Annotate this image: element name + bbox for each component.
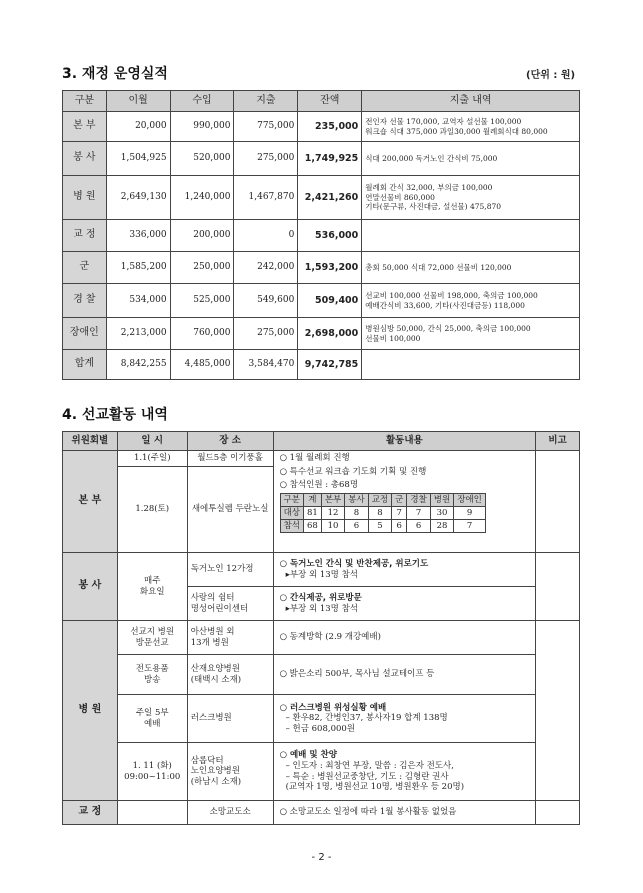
balance-cell: 235,000 (298, 112, 362, 142)
note-cell (536, 553, 580, 621)
att-cell: 6 (345, 519, 368, 532)
col-header: 구분 (63, 91, 107, 112)
att-cell: 참석 (280, 519, 303, 532)
date-cell (117, 553, 187, 621)
detail-line: 식대 200,000 독거노인 간식비 75,000 (365, 153, 498, 163)
att-cell: 봉사 (345, 493, 368, 506)
att-cell: 대상 (280, 506, 303, 519)
detail-cell (362, 142, 580, 176)
content-line: ○ 러스크병원 위성실황 예배 (279, 702, 387, 713)
content-cell (273, 655, 536, 695)
balance-cell: 9,742,785 (298, 350, 362, 380)
att-cell: 7 (392, 506, 407, 519)
carry-cell: 2,213,000 (106, 318, 170, 350)
att-cell: 8 (368, 506, 391, 519)
content-cell (273, 695, 536, 743)
balance-cell: 2,421,260 (298, 176, 362, 220)
place-cell: 독거노인 12가정 (187, 553, 273, 587)
att-cell: 9 (454, 506, 486, 519)
place-line: 러스크병원 (190, 713, 232, 724)
detail-line: 연말선물비 860,000 (365, 192, 435, 202)
expense-cell: 242,000 (234, 252, 298, 284)
carry-cell: 336,000 (106, 220, 170, 252)
date-line: 주일 5부 (135, 707, 169, 718)
att-cell: 장애인 (454, 493, 486, 506)
content-line: – 환우82, 간병인37, 봉사자19 합계 138명 (285, 713, 448, 724)
detail-line: 선물비 100,000 (365, 333, 421, 343)
col-header: 위원회별 (63, 432, 118, 451)
committee-label: 병 원 (63, 621, 118, 801)
income-cell: 990,000 (170, 112, 234, 142)
balance-cell: 1,749,925 (298, 142, 362, 176)
income-cell: 200,000 (170, 220, 234, 252)
detail-line: 선교비 100,000 선물비 198,000, 축의금 100,000 (365, 291, 538, 301)
byeongwon-row (63, 695, 580, 743)
income-cell: 760,000 (170, 318, 234, 350)
row-label: 합계 (63, 350, 107, 380)
att-cell: 10 (321, 519, 344, 532)
bonbu-row (63, 451, 580, 467)
att-cell: 81 (304, 506, 322, 519)
date-cell (117, 695, 187, 743)
attendance-attend-row (280, 519, 485, 532)
detail-cell (362, 284, 580, 318)
byeongwon-row (63, 655, 580, 695)
finance-row (63, 142, 580, 176)
content-line: ▸부장 외 13명 참석 (285, 603, 359, 614)
date-line: 화요일 (139, 586, 165, 597)
col-header: 잔액 (298, 91, 362, 112)
content-line: ○ 특수선교 워크숍 기도회 기획 및 진행 (279, 466, 427, 477)
date-line: 1. 11 (화) (132, 760, 172, 771)
att-cell: 28 (430, 519, 453, 532)
date-cell: 1.1(주일) (117, 451, 187, 467)
content-cell (273, 587, 536, 621)
income-cell: 520,000 (170, 142, 234, 176)
attendance-header (280, 493, 485, 506)
place-line: (하남시 소재) (190, 776, 242, 787)
att-cell: 6 (407, 519, 430, 532)
finance-row (63, 176, 580, 220)
note-cell (536, 451, 580, 553)
committee-label: 본 부 (63, 451, 118, 553)
content-cell (273, 451, 536, 553)
carry-cell: 2,649,130 (106, 176, 170, 220)
attendance-table (280, 493, 486, 533)
att-cell: 7 (407, 506, 430, 519)
place-line: 명성어린이센터 (190, 603, 249, 614)
place-cell (187, 587, 273, 621)
content-line: ○ 참석인원 : 총68명 (279, 480, 359, 491)
finance-row (63, 252, 580, 284)
att-cell: 군 (392, 493, 407, 506)
income-cell: 4,485,000 (170, 350, 234, 380)
att-cell: 본부 (321, 493, 344, 506)
detail-cell (362, 318, 580, 350)
att-cell: 6 (392, 519, 407, 532)
carry-cell: 1,504,925 (106, 142, 170, 176)
unit-label: (단위 : 원) (526, 70, 576, 81)
date-line: 선교지 병원 (130, 626, 175, 637)
bongsa-row (63, 553, 580, 587)
detail-cell (362, 220, 580, 252)
place-line: (태백시 소재) (190, 674, 242, 685)
date-line: 09:00~11:00 (124, 771, 181, 782)
detail-line: 총회 50,000 식대 72,000 선물비 120,000 (365, 262, 512, 272)
attendance-target-row (280, 506, 485, 519)
col-header: 지출 내역 (362, 91, 580, 112)
date-line: 매주 (144, 575, 161, 586)
att-cell: 병원 (430, 493, 453, 506)
expense-cell: 549,600 (234, 284, 298, 318)
balance-cell: 2,698,000 (298, 318, 362, 350)
place-line: 삼롭닥터 (190, 755, 224, 766)
date-cell (117, 621, 187, 655)
activity-header-row (63, 432, 580, 451)
detail-line: 월례회 간식 32,000, 부의금 100,000 (365, 183, 493, 193)
note-cell (536, 621, 580, 801)
att-cell: 5 (368, 519, 391, 532)
detail-line: 기타(문구류, 사진대금, 설선물) 475,870 (365, 202, 502, 212)
content-line: – 특순 : 병원선교중창단, 기도 : 김형란 권사 (285, 771, 449, 782)
content-line: – 인도자 : 최창연 부장, 말씀 : 김은자 전도사, (285, 760, 454, 771)
row-label: 교 정 (63, 220, 107, 252)
content-cell (273, 743, 536, 801)
col-header: 이월 (106, 91, 170, 112)
expense-cell: 275,000 (234, 318, 298, 350)
att-cell: 68 (304, 519, 322, 532)
content-cell (273, 621, 536, 655)
content-line: ○ 동계방학 (2.9 개강예배) (279, 632, 381, 643)
att-cell: 30 (430, 506, 453, 519)
att-cell: 12 (321, 506, 344, 519)
att-cell: 구분 (280, 493, 303, 506)
content-line: ○ 예배 및 찬양 (279, 750, 337, 761)
balance-cell: 509,400 (298, 284, 362, 318)
place-cell (187, 621, 273, 655)
detail-cell (362, 252, 580, 284)
detail-cell (362, 176, 580, 220)
content-line: – 헌금 608,000원 (285, 723, 355, 734)
income-cell: 525,000 (170, 284, 234, 318)
row-label: 장애인 (63, 318, 107, 350)
place-cell: 새에투실렘 두란노실 (187, 467, 273, 553)
date-cell: 1.28(토) (117, 467, 187, 553)
att-cell: 7 (454, 519, 486, 532)
balance-cell: 536,000 (298, 220, 362, 252)
row-label: 군 (63, 252, 107, 284)
date-cell (117, 655, 187, 695)
expense-cell: 775,000 (234, 112, 298, 142)
gyojeong-row (63, 801, 580, 825)
expense-cell: 3,584,470 (234, 350, 298, 380)
content-line: ○ 독거노인 간식 및 반찬제공, 위로기도 (279, 558, 429, 569)
att-cell: 경찰 (407, 493, 430, 506)
col-header: 활동내용 (273, 432, 536, 451)
content-line: ○ 간식제공, 위로방문 (279, 592, 362, 603)
activity-table (62, 431, 580, 825)
content-line: ○ 1월 월례회 진행 (279, 453, 350, 463)
col-header: 수입 (170, 91, 234, 112)
section3-title: 3. 재정 운영실적 (62, 66, 168, 82)
place-cell (187, 655, 273, 695)
expense-cell: 0 (234, 220, 298, 252)
carry-cell: 534,000 (106, 284, 170, 318)
finance-row (63, 318, 580, 350)
finance-row (63, 284, 580, 318)
finance-table (62, 90, 580, 380)
place-line: 노인요양병원 (190, 766, 240, 777)
place-cell: 월드5층 이기풍홀 (187, 451, 273, 467)
section4-title: 4. 선교활동 내역 (62, 407, 168, 423)
row-label: 본 부 (63, 112, 107, 142)
col-header: 지출 (234, 91, 298, 112)
att-cell: 계 (304, 493, 322, 506)
carry-cell: 1,585,200 (106, 252, 170, 284)
content-line: ○ 밝은소리 500부, 목사님 설교테이프 등 (279, 669, 435, 680)
detail-line: 전인자 선물 170,000, 교역자 설선물 100,000 (365, 117, 522, 127)
col-header: 일 시 (117, 432, 187, 451)
date-line: 방송 (144, 674, 161, 685)
content-cell: ○ 소망교도소 일정에 따라 1월 봉사활동 없었음 (273, 801, 536, 825)
content-line: ▸부장 외 13명 참석 (285, 569, 359, 580)
income-cell: 1,240,000 (170, 176, 234, 220)
col-header: 장 소 (187, 432, 273, 451)
content-line: (교역자 1명, 병원선교 10명, 병원환우 등 20명) (285, 782, 465, 793)
date-line: 예배 (144, 718, 161, 729)
balance-cell: 1,593,200 (298, 252, 362, 284)
committee-label: 교 정 (63, 801, 118, 825)
page-number: - 2 - (311, 852, 332, 863)
income-cell: 250,000 (170, 252, 234, 284)
row-label: 봉 사 (63, 142, 107, 176)
detail-line: 워크숍 식대 375,000 과일30,000 월례회식대 80,000 (365, 126, 548, 136)
place-line: 아산병원 외 (190, 626, 235, 637)
place-line: 산재요양병원 (190, 663, 240, 674)
row-label: 병 원 (63, 176, 107, 220)
finance-total-row (63, 350, 580, 380)
place-cell (187, 695, 273, 743)
finance-row (63, 112, 580, 142)
place-line: 13개 병원 (190, 637, 229, 648)
place-line: 사랑의 쉼터 (190, 592, 235, 603)
place-cell: 소망교도소 (187, 801, 273, 825)
date-cell (117, 743, 187, 801)
byeongwon-row (63, 621, 580, 655)
detail-cell (362, 350, 580, 380)
content-cell (273, 553, 536, 587)
expense-cell: 275,000 (234, 142, 298, 176)
expense-cell: 1,467,870 (234, 176, 298, 220)
carry-cell: 20,000 (106, 112, 170, 142)
date-line: 방문선교 (135, 637, 169, 648)
finance-row (63, 220, 580, 252)
detail-line: 병원심방 50,000, 간식 25,000, 축의금 100,000 (365, 324, 531, 334)
committee-label: 봉 사 (63, 553, 118, 621)
detail-line: 예배간식비 33,600, 기타(사진대금등) 118,000 (365, 300, 525, 310)
byeongwon-row (63, 743, 580, 801)
date-cell (117, 801, 187, 825)
row-label: 경 찰 (63, 284, 107, 318)
att-cell: 교정 (368, 493, 391, 506)
finance-header-row (63, 91, 580, 112)
carry-cell: 8,842,255 (106, 350, 170, 380)
detail-cell (362, 112, 580, 142)
note-cell (536, 801, 580, 825)
col-header: 비고 (536, 432, 580, 451)
date-line: 전도용품 (135, 663, 169, 674)
place-cell (187, 743, 273, 801)
att-cell: 8 (345, 506, 368, 519)
